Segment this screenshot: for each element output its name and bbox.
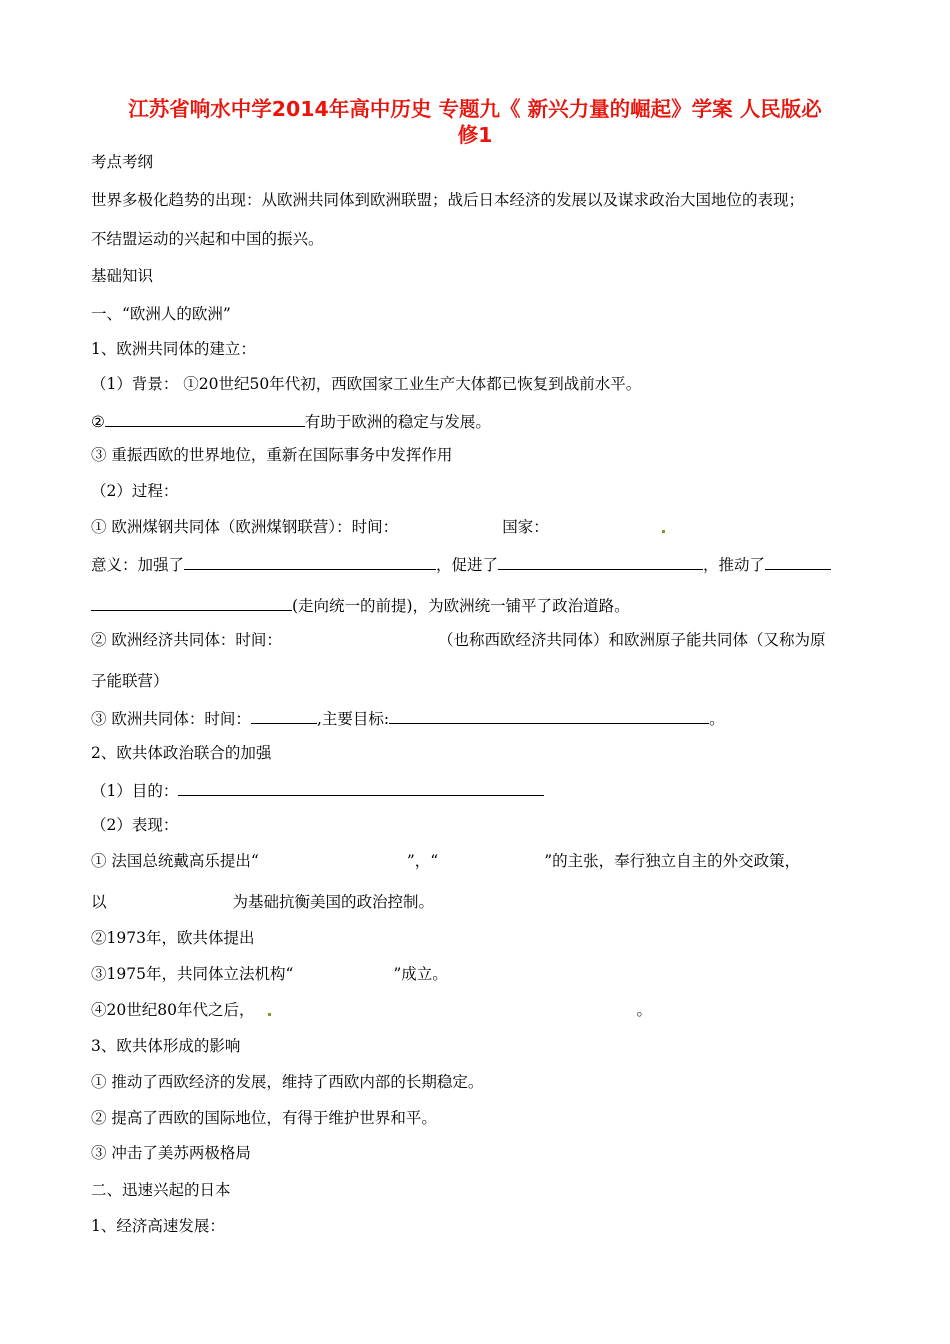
event-1973: ②1973年，欧共体提出: [91, 929, 255, 947]
exam-outline-heading: 考点考纲: [91, 153, 154, 171]
title-line-2: 修1: [457, 123, 493, 147]
event-1980s: [91, 1000, 652, 1020]
ec-end: 。: [709, 710, 725, 728]
degaulle-e: 为基础抗衡美国的政治控制。: [232, 893, 435, 911]
purpose-label: （1）目的：: [91, 782, 179, 800]
blank-line: [765, 553, 831, 570]
degaulle-c: ”的主张，奉行独立自主的外交政策，: [544, 852, 801, 870]
degaulle-a: ① 法国总统戴高乐提出“: [91, 852, 259, 870]
meaning-a: 意义：加强了: [91, 556, 185, 574]
section2-purpose: [91, 779, 544, 801]
meaning-c: ，推动了: [703, 556, 766, 574]
eec-line-2: 子能联营）: [91, 672, 169, 690]
document-title: [60, 96, 890, 148]
process-heading: （2）过程：: [91, 482, 179, 500]
stray-mark: [268, 1013, 271, 1016]
ec-line: [91, 707, 725, 729]
background-2: [91, 410, 491, 432]
section2-title: 2、欧共体政治联合的加强: [91, 744, 272, 762]
degaulle-b: ”，“: [406, 852, 439, 870]
event-1975: [91, 964, 448, 984]
meaning-line-2: [91, 594, 630, 616]
basics-heading: 基础知识: [91, 267, 154, 285]
eec-desc: （也称西欧经济共同体）和欧洲原子能共同体（又称为原: [437, 631, 826, 649]
meaning-d: (走向统一的前提)，为欧洲统一铺平了政治道路。: [292, 597, 630, 615]
blank-line: [91, 594, 292, 611]
blank-line: [178, 779, 544, 796]
exam-outline-text-2: 不结盟运动的兴起和中国的振兴。: [91, 230, 324, 248]
section2-performance: （2）表现：: [91, 816, 179, 834]
blank-line: [498, 553, 703, 570]
ec-goal-label: ,主要目标:: [316, 710, 390, 728]
exam-outline-text-1: 世界多极化趋势的出现：从欧洲共同体到欧洲联盟；战后日本经济的发展以及谋求政治大国地位的表现；: [91, 191, 805, 209]
part2-title: 二、迅速兴起的日本: [91, 1181, 231, 1199]
degaulle-d: 以: [91, 893, 107, 911]
part1-title: 一、“欧洲人的欧洲”: [91, 305, 231, 323]
stray-mark: [662, 530, 665, 533]
impact-2: ② 提高了西欧的国际地位，有得于维护世界和平。: [91, 1109, 437, 1127]
ecsc-country-label: 国家：: [502, 518, 549, 536]
background-3: ③ 重振西欧的世界地位，重新在国际事务中发挥作用: [91, 446, 453, 464]
degaulle-line-2: [91, 892, 434, 912]
meaning-line: [91, 553, 831, 575]
part2-section1-title: 1、经济高速发展：: [91, 1217, 225, 1235]
blank-line: [105, 410, 305, 427]
blank-line: [251, 707, 317, 724]
event-1975-b: ”成立。: [393, 965, 448, 983]
eec-time-label: ② 欧洲经济共同体：时间：: [91, 631, 282, 649]
event-1975-a: ③1975年，共同体立法机构“: [91, 965, 294, 983]
ecsc-line: [91, 517, 549, 537]
background-2-prefix: ②: [91, 413, 105, 431]
impact-3: ③ 冲击了美苏两极格局: [91, 1144, 251, 1162]
blank-line: [184, 553, 436, 570]
degaulle-line: [91, 851, 800, 871]
title-line-1: 江苏省响水中学2014年高中历史 专题九《 新兴力量的崛起》学案 人民版必: [128, 97, 822, 121]
impact-1: ① 推动了西欧经济的发展，维持了西欧内部的长期稳定。: [91, 1073, 484, 1091]
background-1: （1）背景： ①20世纪50年代初，西欧国家工业生产大体都已恢复到战前水平。: [91, 375, 642, 393]
meaning-b: ，促进了: [436, 556, 499, 574]
section1-title: 1、欧洲共同体的建立：: [91, 340, 256, 358]
ecsc-time-label: ① 欧洲煤钢共同体（欧洲煤钢联营）：时间：: [91, 518, 399, 536]
ec-time-label: ③ 欧洲共同体：时间：: [91, 710, 251, 728]
eec-line: [91, 630, 825, 650]
event-1980s-b: 。: [636, 1001, 652, 1019]
event-1980s-a: ④20世纪80年代之后，: [91, 1001, 255, 1019]
section3-title: 3、欧共体形成的影响: [91, 1037, 241, 1055]
background-2-suffix: 有助于欧洲的稳定与发展。: [304, 413, 491, 431]
blank-line: [389, 707, 709, 724]
